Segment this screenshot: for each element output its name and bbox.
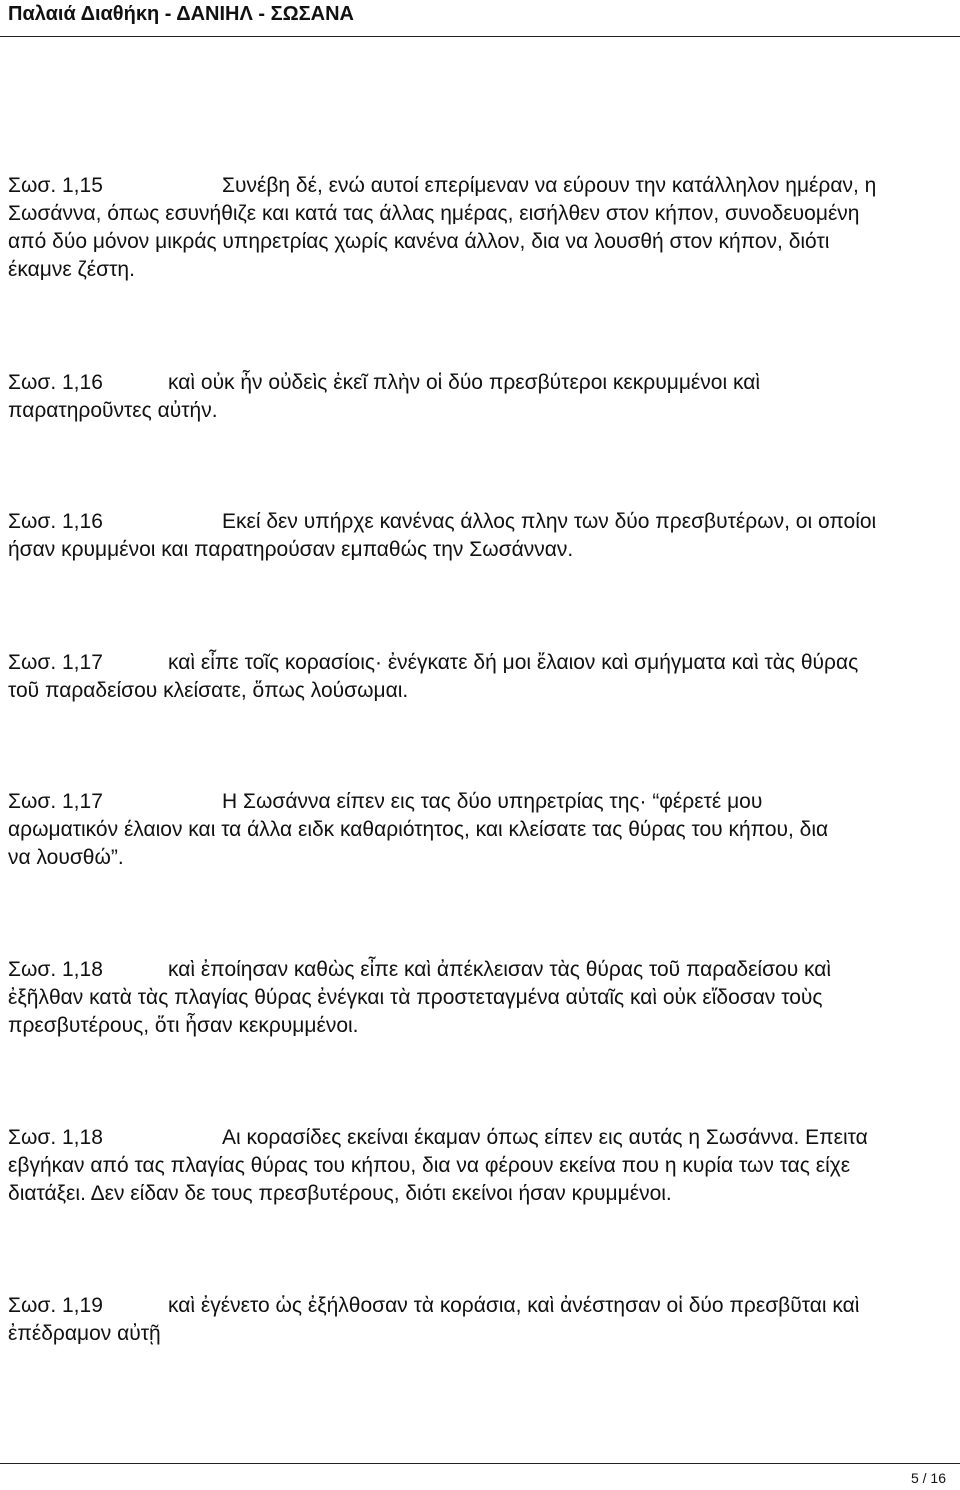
verse-first-line (8, 956, 952, 984)
verse-block (8, 508, 952, 564)
verse-reference: Σωσ. 1,18 (8, 1126, 103, 1149)
verse-block (8, 369, 952, 425)
verse-block (8, 1124, 952, 1208)
verse-reference: Σωσ. 1,19 (8, 1294, 103, 1317)
verse-text: καὶ ἐποίησαν καθὼς εἶπε καὶ ἀπέκλεισαν τὰς θύρας τοῦ παραδείσου καὶ (168, 958, 832, 981)
verse-reference: Σωσ. 1,17 (8, 651, 103, 674)
verse-reference: Σωσ. 1,16 (8, 510, 103, 533)
verse-reference: Σωσ. 1,18 (8, 958, 103, 981)
verse-first-line (8, 369, 952, 397)
page-number: 5 / 16 (910, 1470, 946, 1486)
verse-text-line: να λουσθώ”. (8, 846, 124, 869)
verse-text: καὶ εἶπε τοῖς κορασίοις· ἐνέγκατε δή μοι ἔλαιον καὶ σμήγματα καὶ τὰς θύρας (168, 651, 859, 674)
verse-reference: Σωσ. 1,15 (8, 174, 103, 197)
verse-text: Η Σωσάννα είπεν εις τας δύο υπηρετρίας της· “φέρετέ μου (222, 790, 763, 813)
verse-first-line (8, 1124, 952, 1152)
verse-reference: Σωσ. 1,17 (8, 790, 103, 813)
verse-first-line (8, 788, 952, 816)
verse-block (8, 649, 952, 705)
verse-text-line: πρεσβυτέρους, ὅτι ἦσαν κεκρυμμένοι. (8, 1014, 359, 1037)
verse-text-line: ήσαν κρυμμένοι και παρατηρούσαν εμπαθώς την Σωσάνναν. (8, 538, 574, 561)
verse-first-line (8, 508, 952, 536)
verse-text-line: Σωσάννα, όπως εσυνήθιζε και κατά τας άλλας ημέρας, εισήλθεν στον κήπον, συνοδευομένη (8, 202, 860, 225)
verse-block (8, 788, 952, 872)
verse-text: καὶ ἐγένετο ὡς ἐξήλθοσαν τὰ κοράσια, καὶ ἀνέστησαν οἱ δύο πρεσβῦται καὶ (168, 1294, 860, 1317)
verse-reference: Σωσ. 1,16 (8, 371, 103, 394)
verse-block (8, 956, 952, 1040)
verse-text: Αι κορασίδες εκείναι έκαμαν όπως είπεν εις αυτάς η Σωσάννα. Επειτα (222, 1126, 868, 1149)
verse-block (8, 1292, 952, 1348)
verse-first-line (8, 649, 952, 677)
verse-first-line (8, 172, 952, 200)
verse-text-line: παρατηροῦντες αὐτήν. (8, 399, 218, 422)
verse-text: Συνέβη δέ, ενώ αυτοί επερίμεναν να εύρουν την κατάλληλον ημέραν, η (222, 174, 877, 197)
verse-first-line (8, 1292, 952, 1320)
verse-text-line: εβγήκαν από τας πλαγίας θύρας του κήπου, δια να φέρουν εκείνα που η κυρία των τας είχε (8, 1154, 851, 1177)
verse-text-line: έκαμνε ζέστη. (8, 258, 135, 281)
verse-text-line: από δύο μόνον μικράς υπηρετρίας χωρίς κανένα άλλον, δια να λουσθή στον κήπον, διότι (8, 230, 830, 253)
document-title: Παλαιά Διαθήκη - ΔΑΝΙΗΛ - ΣΩΣΑΝΑ (8, 3, 354, 25)
verse-text-line: ἐπέδραμον αὐτῇ (8, 1322, 161, 1345)
header-divider (0, 36, 960, 37)
verse-text-line: αρωματικόν έλαιον και τα άλλα ειδκ καθαριότητος, και κλείσατε τας θύρας του κήπου, δια (8, 818, 829, 841)
verse-text: Εκεί δεν υπήρχε κανένας άλλος πλην των δύο πρεσβυτέρων, οι οποίοι (222, 510, 877, 533)
verse-text-line: τοῦ παραδείσου κλείσατε, ὅπως λούσωμαι. (8, 679, 409, 702)
footer-divider (0, 1463, 960, 1464)
verse-text-line: ἐξῆλθαν κατὰ τὰς πλαγίας θύρας ἐνέγκαι τὰ προστεταγμένα αὐταῖς καὶ οὐκ εἴδοσαν τοὺς (8, 986, 823, 1009)
verse-text-line: διατάξει. Δεν είδαν δε τους πρεσβυτέρους, διότι εκείνοι ήσαν κρυμμένοι. (8, 1182, 672, 1205)
verse-block (8, 172, 952, 284)
verse-text: καὶ οὐκ ἦν οὐδεὶς ἐκεῖ πλὴν οἱ δύο πρεσβύτεροι κεκρυμμένοι καὶ (168, 371, 761, 394)
